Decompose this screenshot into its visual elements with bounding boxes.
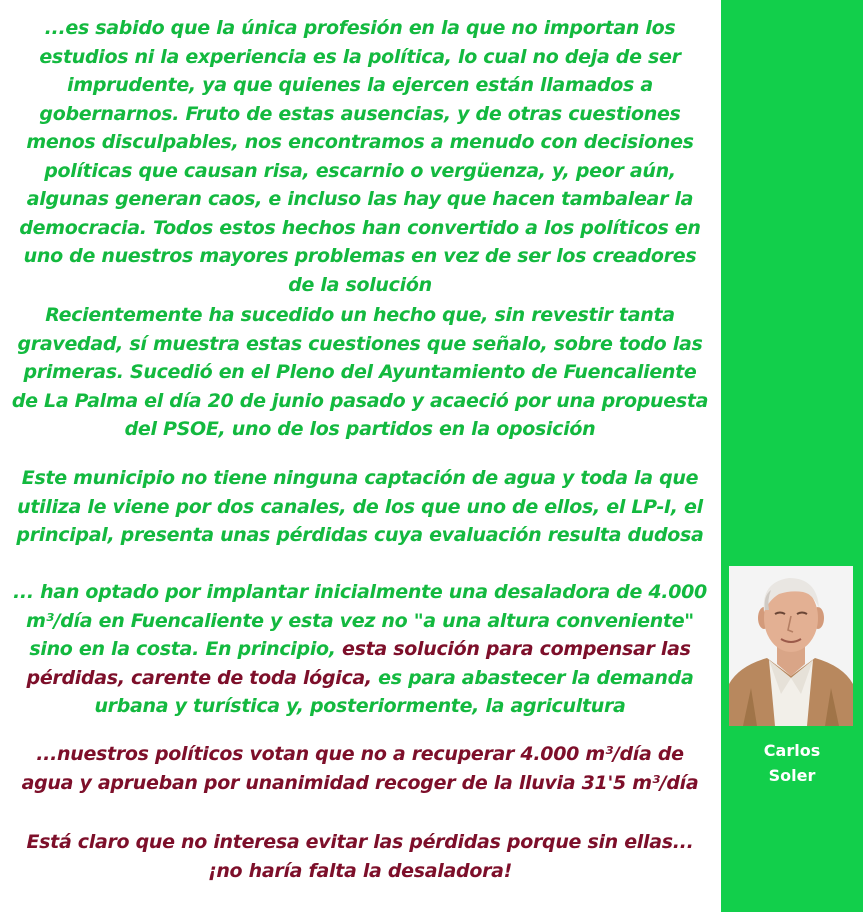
paragraph-desalination-text: ... han optado por implantar inicialmente una desaladora de 4.000 m³/día en Fuencaliente y esta vez no "a una altura conveniente" sino en la costa. En principio, bbox=[13, 581, 707, 660]
conclusion-line-2: ¡no haría falta la desaladora! bbox=[207, 859, 513, 882]
author-portrait-image bbox=[729, 566, 853, 726]
paragraph-desalination-tail: es para abastecer la demanda urbana y turística y, posteriormente, la agricultura bbox=[94, 666, 694, 717]
highlighted-phrase: esta solución para compensar las pérdidas, carente de toda lógica, bbox=[26, 638, 691, 689]
paragraph-intro: ...es sabido que la única profesión en la que no importan los estudios ni la experiencia es la política, lo cual no deja de ser imprudente, ya que quienes la ejercen están llamados a gobernarnos. Fruto de estas ausencias, y de otras cuestiones menos disculpables, nos encontramos a menudo con decisiones políticas que causan risa, escarnio o vergüenza, y, peor aún, algunas generan caos, e incluso las hay que hacen tambalear la democracia. Todos estos hechos han convertido a los políticos en uno de nuestros mayores problemas en vez de ser los creadores de la solución bbox=[19, 17, 701, 296]
author-sidebar bbox=[721, 0, 863, 912]
paragraph-conclusion bbox=[8, 828, 712, 885]
author-photo bbox=[729, 566, 853, 726]
paragraph-municipality: Este municipio no tiene ninguna captación de agua y toda la que utiliza le viene por dos canales, de los que uno de ellos, el LP-I, el principal, presenta unas pérdidas cuya evaluación resulta dudosa bbox=[16, 467, 704, 546]
paragraph-vote: ...nuestros políticos votan que no a recuperar 4.000 m³/día de agua y aprueban por unanimidad recoger de la lluvia 31'5 m³/día bbox=[21, 743, 699, 794]
author-first-name: Carlos bbox=[763, 741, 821, 760]
author-name bbox=[721, 738, 863, 788]
paragraph-event: Recientemente ha sucedido un hecho que, sin revestir tanta gravedad, sí muestra estas cuestiones que señalo, sobre todo las primeras. Sucedió en el Pleno del Ayuntamiento de Fuencaliente de La Palma el día 20 de junio pasado y acaeció por una propuesta del PSOE, uno de los partidos en la oposición bbox=[11, 304, 709, 440]
conclusion-line-1: Está claro que no interesa evitar las pérdidas porque sin ellas... bbox=[26, 831, 694, 853]
paragraph-desalination bbox=[8, 578, 712, 721]
author-last-name: Soler bbox=[768, 766, 816, 785]
